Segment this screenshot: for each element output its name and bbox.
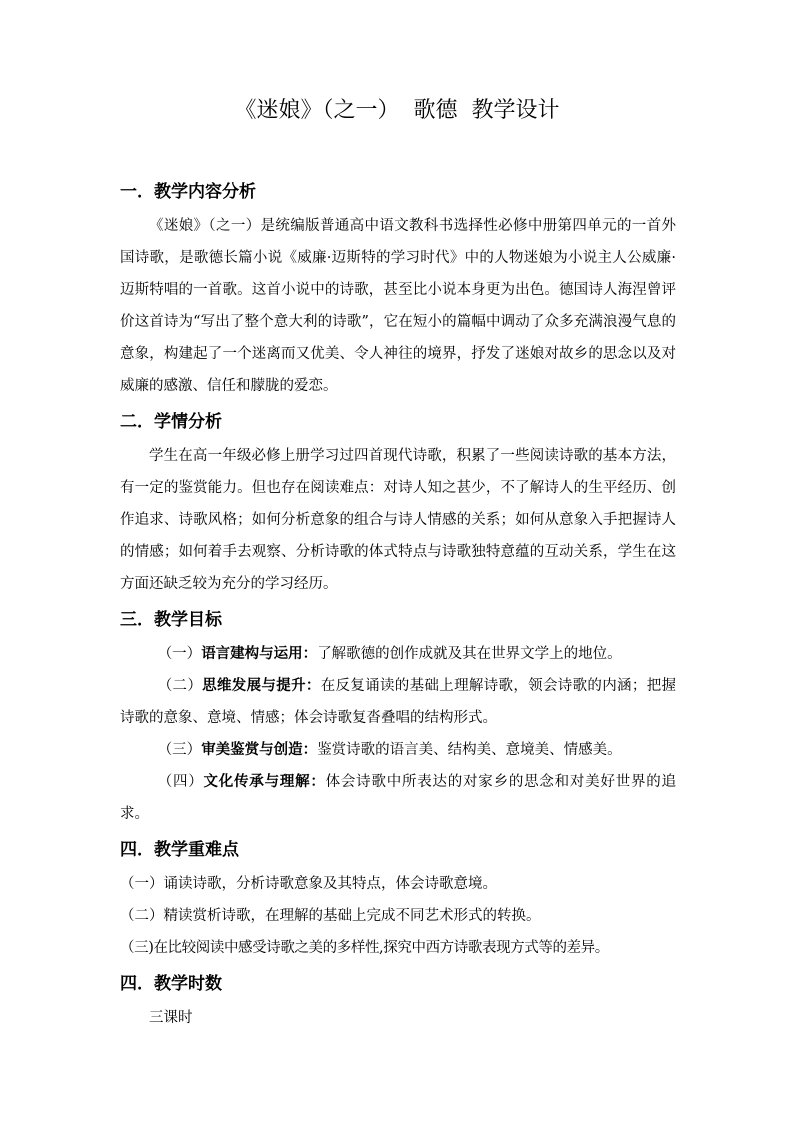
- goal-number: （四）: [157, 774, 204, 790]
- goal-key: 思维发展与提升：: [202, 678, 321, 694]
- goal-number: （二）: [157, 678, 203, 694]
- section-class-hours: [120, 970, 676, 1034]
- key-point-item: （三)在比较阅读中感受诗歌之美的多样性,探究中西方诗歌表现方式等的差异。: [120, 940, 609, 956]
- goal-item: [120, 766, 676, 830]
- goal-key: 文化传承与理解：: [203, 774, 326, 790]
- section-heading: 三．教学目标: [120, 610, 222, 630]
- goal-key: 审美鉴赏与创造：: [201, 742, 318, 758]
- goal-text: 在反复诵读的基础上理解诗歌，领会诗歌的内涵；把握诗歌的意象、意境、情感；体会诗歌复沓叠唱的结构形式。: [120, 678, 677, 726]
- section-paragraph: 《迷娘》（之一）是统编版普通高中语文教科书选择性必修中册第四单元的一首外国诗歌，是歌德长篇小说《威廉·迈斯特的学习时代》中的人物迷娘为小说主人公威廉·迈斯特唱的一首歌。这首小说中的诗歌，甚至比小说本身更为出色。德国诗人海涅曾评价这首诗为“写出了整个意大利的诗歌”，它在短小的篇幅中调动了众多充满浪漫气息的意象，构建起了一个迷离而又优美、令人神往的境界，抒发了迷娘对故乡的思念以及对威廉的感激、信任和朦胧的爱恋。: [120, 218, 676, 394]
- section-heading: 一．教学内容分析: [120, 182, 256, 202]
- section-paragraph: 学生在高一年级必修上册学习过四首现代诗歌，积累了一些阅读诗歌的基本方法，有一定的鉴赏能力。但也存在阅读难点：对诗人知之甚少，不了解诗人的生平经历、创作追求、诗歌风格；如何分析意象的组合与诗人情感的关系；如何从意象入手把握诗人的情感；如何着手去观察、分析诗歌的体式特点与诗歌独特意蕴的互动关系，学生在这方面还缺乏较为充分的学习经历。: [120, 448, 676, 592]
- section-content-analysis: [120, 178, 676, 402]
- goal-number: （三）: [157, 742, 202, 758]
- section-heading: 四．教学重难点: [120, 840, 239, 860]
- goal-item: [120, 734, 676, 766]
- goal-number: （一）: [157, 646, 202, 662]
- goal-item: [120, 670, 676, 734]
- key-point-item: （一）诵读诗歌，分析诗歌意象及其特点，体会诗歌意境。: [120, 876, 497, 892]
- section-student-analysis: [120, 408, 676, 600]
- section-paragraph: 三课时: [149, 1010, 193, 1026]
- goal-item: [120, 638, 676, 670]
- section-heading: 四．教学时数: [120, 974, 222, 994]
- goal-text: 体会诗歌中所表达的对家乡的思念和对美好世界的追求。: [120, 774, 677, 822]
- section-heading: 二．学情分析: [120, 412, 222, 432]
- section-key-points: [120, 836, 676, 964]
- document-title: 《迷娘》（之一） 歌德 教学设计: [234, 98, 560, 123]
- document-body: [120, 178, 676, 1040]
- goal-text: 了解歌德的创作成就及其在世界文学上的地位。: [317, 646, 622, 662]
- goal-text: 鉴赏诗歌的语言美、结构美、意境美、情感美。: [317, 742, 622, 758]
- goal-key: 语言建构与运用：: [201, 646, 318, 662]
- key-point-item: （二）精读赏析诗歌，在理解的基础上完成不同艺术形式的转换。: [120, 908, 541, 924]
- section-teaching-goals: [120, 606, 676, 830]
